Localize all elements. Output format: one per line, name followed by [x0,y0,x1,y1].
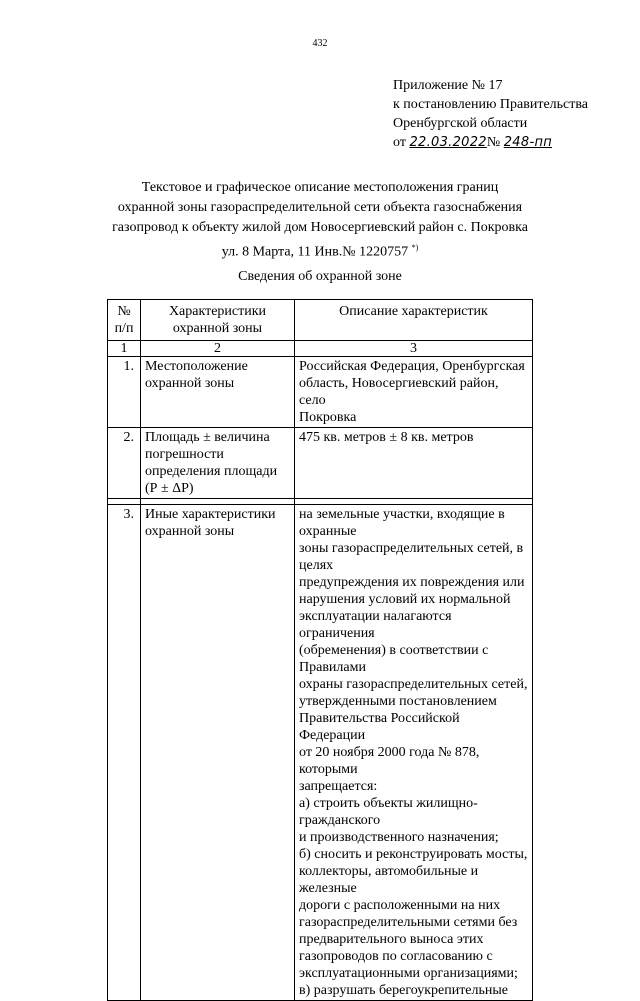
appendix-block [393,76,588,152]
title-line: Текстовое и графическое описание местоположения границ [141,180,499,195]
description-line: на земельные участки, входящие в охранные [299,507,505,539]
description-line: Российская Федерация, Оренбургская [299,359,525,374]
description-line: эксплуатации налагаются ограничения [299,609,452,641]
header-characteristic: Характеристики охранной зоны [141,300,295,341]
row-number: 2. [108,428,141,499]
handwritten-date: 22.03.2022 [409,135,487,150]
table-index-row [108,341,533,357]
document-title [60,178,580,263]
page-number: 432 [312,38,328,49]
title-line [60,238,580,263]
description-line: предварительного выноса этих [299,932,484,947]
handwritten-number: 248-пп [503,135,553,150]
description-line: (обременения) в соответствии с Правилами [299,643,489,675]
row-number: 1. [108,357,141,428]
table-header-row [108,300,533,341]
date-prefix: от [393,135,406,150]
table-row [108,428,533,499]
number-prefix: № [486,135,501,150]
description-line: область, Новосергиевский район, село [299,376,499,408]
description-line: в) разрушать берегоукрепительные [299,983,509,998]
description-line: эксплуатационными организациями; [299,966,518,981]
title-line: газопровод к объекту жилой дом Новосергиевский район с. Покровка [112,220,528,235]
row-description [295,505,533,1001]
description-line: нарушения условий их нормальной [299,592,511,607]
description-line: предупреждения их повреждения или [299,575,525,590]
row-characteristic: Иные характеристики охранной зоны [141,505,295,1001]
description-line: б) сносить и реконструировать мосты, [299,847,528,862]
section-title: Сведения об охранной зоне [238,269,402,284]
description-line: охраны газораспределительных сетей, [299,677,528,692]
index-cell: 3 [295,341,533,357]
description-line: утвержденными постановлением [299,694,497,709]
header-description: Описание характеристик [295,300,533,341]
description-line: и производственного назначения; [299,830,499,845]
appendix-date-line [393,133,588,152]
row-description [295,357,533,428]
title-line: охранной зоны газораспределительной сети объекта газоснабжения [117,200,523,215]
description-line: Покровка [299,410,357,425]
appendix-resolution: к постановлению Правительства [393,97,589,112]
header-num: № п/п [108,300,141,341]
description-line: коллекторы, автомобильные и железные [299,864,479,896]
description-line: Правительства Российской Федерации [299,711,460,743]
description-line: от 20 ноября 2000 года № 878, которыми [299,745,480,777]
description-line: газораспределительными сетями без [299,915,518,930]
title-address: ул. 8 Марта, 11 Инв.№ 1220757 [221,244,409,260]
row-characteristic: Площадь ± величина погрешности определения площади (Р ± ΔР) [141,428,295,499]
row-number: 3. [108,505,141,1001]
appendix-region: Оренбургской области [393,116,528,131]
description-line: запрещается: [299,779,378,794]
zone-table [107,299,533,1001]
footnote-mark: *) [411,243,419,252]
description-line: зоны газораспределительных сетей, в целях [299,541,524,573]
row-description [295,428,533,499]
appendix-title: Приложение № 17 [393,78,503,93]
description-line: 475 кв. метров ± 8 кв. метров [299,430,474,445]
index-cell: 2 [141,341,295,357]
index-cell: 1 [108,341,141,357]
row-characteristic: Местоположение охранной зоны [141,357,295,428]
table-row [108,357,533,428]
description-line: дороги с расположенными на них [299,898,501,913]
description-line: а) строить объекты жилищно-гражданского [299,796,478,828]
description-line: газопроводов по согласованию с [299,949,493,964]
table-row [108,505,533,1001]
